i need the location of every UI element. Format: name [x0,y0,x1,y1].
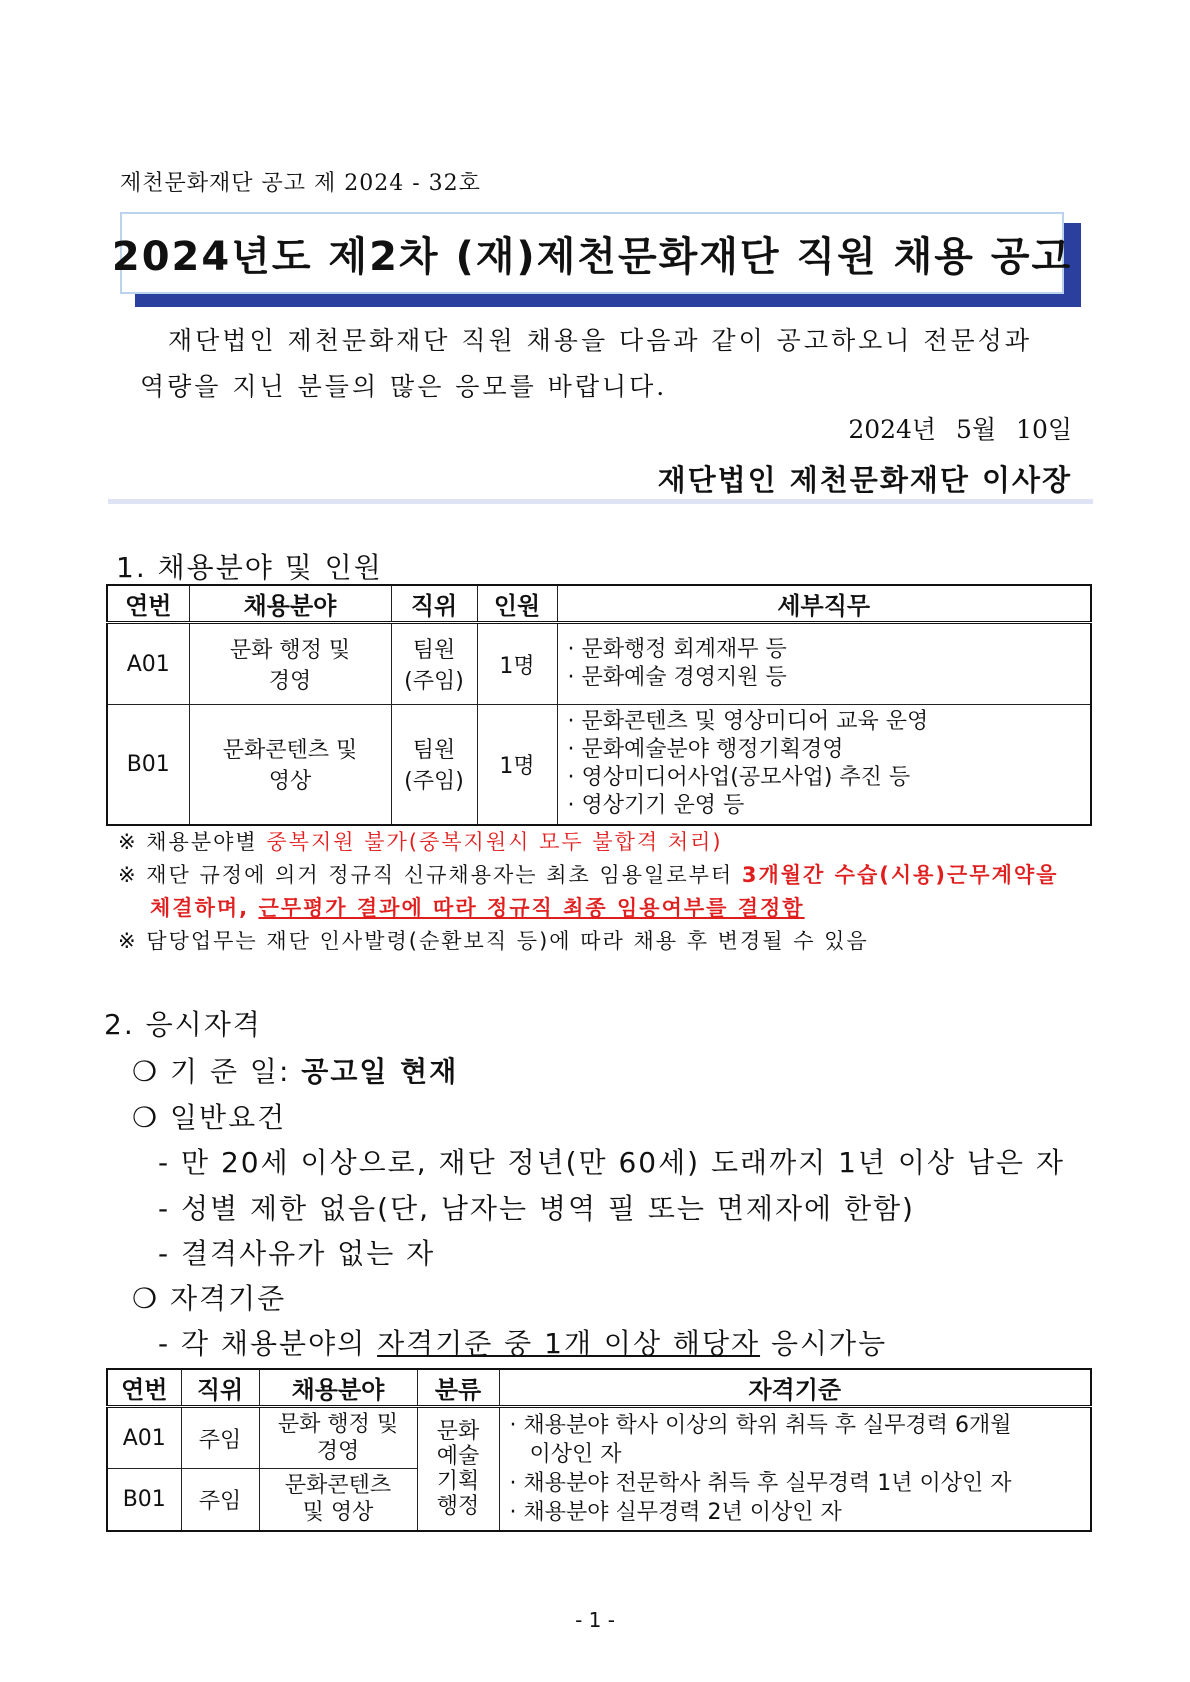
note-warning-underlined: 근무평가 결과에 따라 정규직 최종 임용여부를 결정함 [258,896,805,920]
qualification-rule [158,1322,887,1362]
field-line: 경영 [268,669,312,694]
criteria-item-continued: 이상인 자 [529,1441,622,1467]
criteria-item: · 채용분야 전문학사 취득 후 실무경력 1년 이상인 자 [509,1470,1012,1496]
criteria-item: · 채용분야 학사 이상의 학위 취득 후 실무경력 6개월 [509,1412,1012,1438]
duty-item: · 문화콘텐츠 및 영상미디어 교육 운영 [567,709,929,735]
note-probation-continued [150,892,805,922]
general-requirement-item: - 성별 제한 없음(단, 남자는 병역 필 또는 면제자에 한함) [158,1192,915,1225]
section-2-heading: 2. 응시자격 [104,1008,262,1041]
position-line: (주임) [404,769,464,795]
category-line: 문화 [436,1418,480,1444]
duty-item: · 문화예술 경영지원 등 [567,665,787,690]
position-line: 팀원 [412,638,456,663]
note-text: ※ 채용분야별 [118,830,267,854]
announcement-date: 2024년 5월 10일 [848,415,1072,444]
duties-cell [557,705,1091,825]
field-line: 문화콘텐츠 [284,1473,392,1499]
category-cell [417,1407,499,1531]
field-line: 영상 [268,769,312,795]
row-number: A01 [107,1407,181,1469]
position-cell [391,705,477,825]
duties-cell [557,623,1091,705]
qualification-table [106,1368,1092,1532]
page-number: - 1 - [575,1608,615,1632]
row-number: B01 [107,705,189,825]
intro-line-1: 재단법인 제천문화재단 직원 채용을 다음과 같이 공고하오니 전문성과 [168,326,1032,355]
base-date-label: ❍ 기 준 일: [132,1055,302,1088]
col-header: 직위 [391,585,477,623]
notice-number: 제천문화재단 공고 제 2024 - 32호 [120,171,481,196]
table-header-row [107,1369,1091,1407]
col-header: 직위 [181,1369,259,1407]
criteria-cell [499,1407,1091,1531]
qualification-suffix: 응시가능 [760,1327,888,1360]
title-box [111,212,1073,294]
table-row [107,1407,1091,1469]
field-cell [259,1407,417,1469]
section-1-heading: 1. 채용분야 및 인원 [116,551,383,584]
base-date [132,1050,458,1090]
field-cell [259,1469,417,1531]
note-warning: 체결하며, [150,896,259,920]
qualification-underlined: 자격기준 중 1개 이상 해당자 [377,1327,761,1360]
note-warning: 3개월간 수습(시용)근무계약을 [741,863,1059,887]
qualification-prefix: - 각 채용분야의 [158,1327,378,1360]
duty-item: · 문화예술분야 행정기획경영 [567,737,844,763]
category-line: 기획 [436,1468,480,1494]
field-line: 및 영상 [302,1500,374,1526]
duty-item: · 영상기기 운영 등 [567,793,745,819]
headcount-cell: 1명 [477,705,557,825]
base-date-value: 공고일 현재 [301,1055,459,1088]
field-cell [189,623,391,705]
position-line: 팀원 [412,738,456,764]
note-duplicate-application [118,826,723,856]
intro-line-2: 역량을 지닌 분들의 많은 응모를 바랍니다. [140,372,668,401]
row-number: A01 [107,623,189,705]
general-requirements-label: ❍ 일반요건 [132,1101,287,1134]
page-title: 2024년도 제2차 (재)제천문화재단 직원 채용 공고 [111,233,1073,280]
field-cell [189,705,391,825]
qualification-label: ❍ 자격기준 [132,1282,287,1315]
divider [108,499,1093,504]
category-line: 예술 [436,1443,480,1469]
table-header-row [107,585,1091,623]
issuer-name: 재단법인 제천문화재단 이사장 [657,463,1072,497]
category-line: 행정 [436,1493,480,1519]
recruitment-table [106,584,1092,826]
criteria-item: · 채용분야 실무경력 2년 이상인 자 [509,1499,842,1525]
row-number: B01 [107,1469,181,1531]
note-warning: 중복지원 불가(중복지원시 모두 불합격 처리) [266,830,723,854]
field-line: 문화 행정 및 [229,638,351,663]
field-line: 문화 행정 및 [277,1412,399,1437]
headcount-cell: 1명 [477,623,557,705]
col-header: 채용분야 [189,585,391,623]
general-requirement-item: - 결격사유가 없는 자 [158,1237,436,1270]
table-row [107,705,1091,825]
general-requirement-item: - 만 20세 이상으로, 재단 정년(만 60세) 도래까지 1년 이상 남은 자 [158,1146,1065,1179]
col-header: 연번 [107,585,189,623]
col-header: 채용분야 [259,1369,417,1407]
duty-item: · 문화행정 회계재무 등 [567,637,787,662]
col-header: 자격기준 [499,1369,1091,1407]
col-header: 연번 [107,1369,181,1407]
position-cell: 주임 [181,1469,259,1531]
col-header: 세부직무 [557,585,1091,623]
col-header: 분류 [417,1369,499,1407]
field-line: 경영 [316,1439,360,1464]
position-cell: 주임 [181,1407,259,1469]
field-line: 문화콘텐츠 및 [222,738,358,764]
duty-item: · 영상미디어사업(공모사업) 추진 등 [567,765,911,791]
position-line: (주임) [404,669,464,694]
note-text: ※ 재단 규정에 의거 정규직 신규채용자는 최초 임용일로부터 [118,863,742,887]
note-duty-change: ※ 담당업무는 재단 인사발령(순환보직 등)에 따라 채용 후 변경될 수 있음 [118,929,869,953]
note-probation [118,859,1058,889]
position-cell [391,623,477,705]
table-row [107,623,1091,705]
col-header: 인원 [477,585,557,623]
